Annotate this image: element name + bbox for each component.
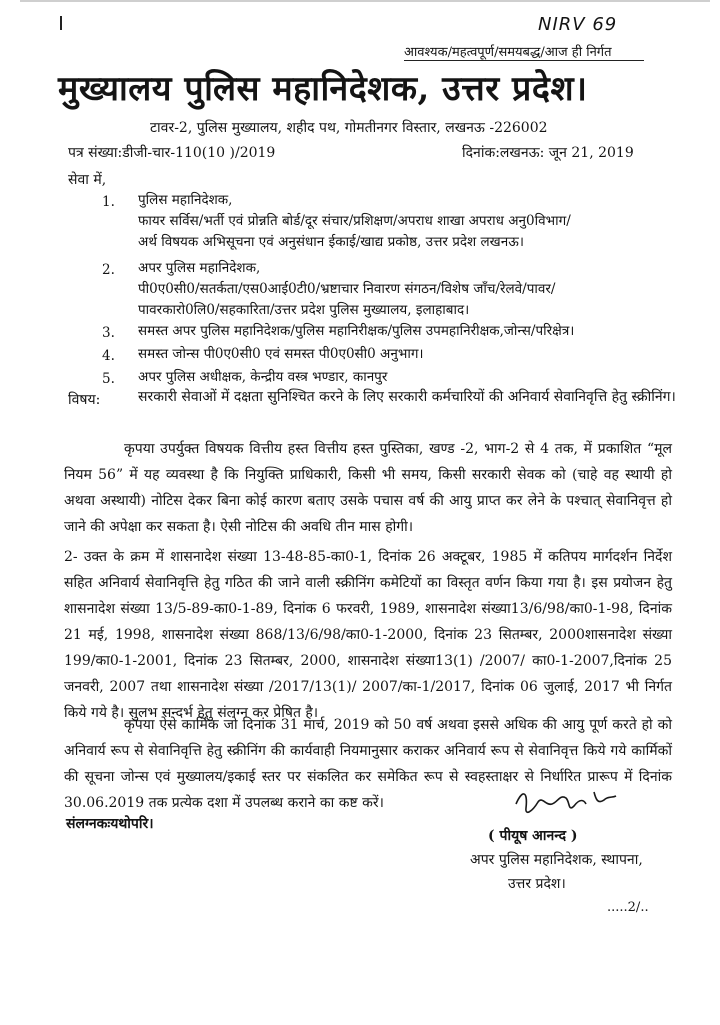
enclosure-note: संलग्नकःयथोपरि। <box>66 816 154 832</box>
recipient-number: 5. <box>102 371 115 387</box>
signatory-place: उत्तर प्रदेश। <box>508 876 566 892</box>
subject-text: सरकारी सेवाओं में दक्षता सुनिश्चित करने के लिए सरकारी कर्मचारियों की अनिवार्य सेवानिवृत्ति हेतु स्क्रीनिंग। <box>138 389 676 405</box>
recipient-line: पी0ए0सी0/सतर्कता/एस0आई0टी0/भ्रष्टाचार निवारण संगठन/विशेष जाँच/रेलवे/पावर/ <box>138 281 556 297</box>
handwritten-reference: NIRV 69 <box>538 14 618 35</box>
letter-number: पत्र संख्या:डीजी-चार-110(10 )/2019 <box>68 145 276 161</box>
recipient-number: 2. <box>102 262 115 278</box>
tick-mark <box>60 16 62 30</box>
recipient-line: पुलिस महानिदेशक, <box>138 192 233 208</box>
letterhead-title: मुख्यालय पुलिस महानिदेशक, उत्तर प्रदेश। <box>58 69 588 109</box>
paragraph-3: कृपया ऐसे कार्मिक जो दिनांक 31 मार्च, 2019 को 50 वर्ष अथवा इससे अधिक की आयु पूर्ण करते हो को अनिवार्य रूप से सेवानिवृत्ति हेतु स्क्रीनिंग की कार्यवाही नियमानुसार कराकर अनिवार्य रूप से सेवानिवृत्त किये गये कार्मिकों की सूचना जोन्स एवं मुख्यालय/इकाई स्तर पर संकलित कर समेकित रूप से स्वहस्ताक्षर से निर्धारित प्रारूप में दिनांक 30.06.2019 तक प्रत्येक दशा में उपलब्ध कराने का कष्ट करें। <box>64 717 672 811</box>
paragraph-1: कृपया उपर्युक्त विषयक वित्तीय हस्त वित्तीय हस्त पुस्तिका, खण्ड -2, भाग-2 से 4 तक, में प्रकाशित “मूल नियम 56” में यह व्यवस्था है कि नियुक्ति प्राधिकारी, किसी भी समय, किसी सरकारी सेवक को (चाहे वह स्थायी हो अथवा अस्थायी) नोटिस देकर बिना कोई कारण बताए उसके पचास वर्ष की आयु प्राप्त कर लेने के पश्चात् सेवानिवृत्त हो जाने की अपेक्षा कर सकता है। ऐसी नोटिस की अवधि तीन मास होगी। <box>64 441 672 535</box>
recipient-number: 3. <box>102 325 115 341</box>
letterhead-address: टावर-2, पुलिस मुख्यालय, शहीद पथ, गोमतीनगर विस्तार, लखनऊ -226002 <box>150 120 548 136</box>
letter-date: दिनांक:लखनऊ: जून 21, 2019 <box>462 145 634 161</box>
recipient-line: पावरकारो0लि0/सहकारिता/उत्तर प्रदेश पुलिस मुख्यालय, इलाहाबाद। <box>138 302 470 318</box>
paragraph-2: 2- उक्त के क्रम में शासनादेश संख्या 13-48-85-का0-1, दिनांक 26 अक्टूबर, 1985 में कतिपय मार्गदर्शन निर्देश सहित अनिवार्य सेवानिवृत्ति हेतु गठित की जाने वाली स्क्रीनिंग कमेटियों का विस्तृत वर्णन किया गया है। इस प्रयोजन हेतु शासनादेश संख्या 13/5-89-का0-1-89, दिनांक 6 फरवरी, 1989, शासनादेश संख्या13/6/98/का0-1-98, दिनांक 21 मई, 1998, शासनादेश संख्या 868/13/6/98/का0-1-2000, दिनांक 23 सितम्बर, 2000शासनादेश संख्या 199/का0-1-2001, दिनांक 23 सितम्बर, 2000, शासनादेश संख्या13(1) /2007/ का0-1-2007,दिनांक 25 जनवरी, 2007 तथा शासनादेश संख्या /2017/13(1)/ 2007/का-1/2017, दिनांक 06 जुलाई, 2017 भी निर्गत किये गये है। सुलभ सन्दर्भ हेतु संलग्न कर प्रेषित है। <box>64 549 673 721</box>
recipient-number: 1. <box>102 194 115 210</box>
page-continuation: .....2/.. <box>607 900 649 915</box>
priority-line: आवश्यक/महत्वपूर्ण/समयबद्ध/आज ही निर्गत <box>404 42 644 61</box>
signatory-name: ( पीयूष आनन्द ) <box>488 828 578 844</box>
recipient-line: अर्थ विषयक अभिसूचना एवं अनुसंधान ईकाई/खाद्य प्रकोष्ठ, उत्तर प्रदेश लखनऊ। <box>138 234 524 250</box>
signatory-designation: अपर पुलिस महानिदेशक, स्थापना, <box>470 852 643 868</box>
recipient-line: अपर पुलिस अधीक्षक, केन्द्रीय वस्त्र भण्डार, कानपुर <box>138 369 388 385</box>
recipient-number: 4. <box>102 348 115 364</box>
scan-top-border <box>20 0 710 2</box>
recipient-line: फायर सर्विस/भर्ती एवं प्रोन्नति बोर्ड/दूर संचार/प्रशिक्षण/अपराध शाखा अपराध अनु0विभाग/ <box>138 213 571 229</box>
subject-label: विषय: <box>68 392 101 408</box>
salutation: सेवा में, <box>68 172 107 188</box>
recipient-line: समस्त अपर पुलिस महानिदेशक/पुलिस महानिरीक्षक/पुलिस उपमहानिरीक्षक,जोन्स/परिक्षेत्र। <box>138 323 575 339</box>
handwritten-signature <box>512 782 622 822</box>
recipient-line: अपर पुलिस महानिदेशक, <box>138 260 261 276</box>
recipient-line: समस्त जोन्स पी0ए0सी0 एवं समस्त पी0ए0सी0 अनुभाग। <box>138 346 424 362</box>
